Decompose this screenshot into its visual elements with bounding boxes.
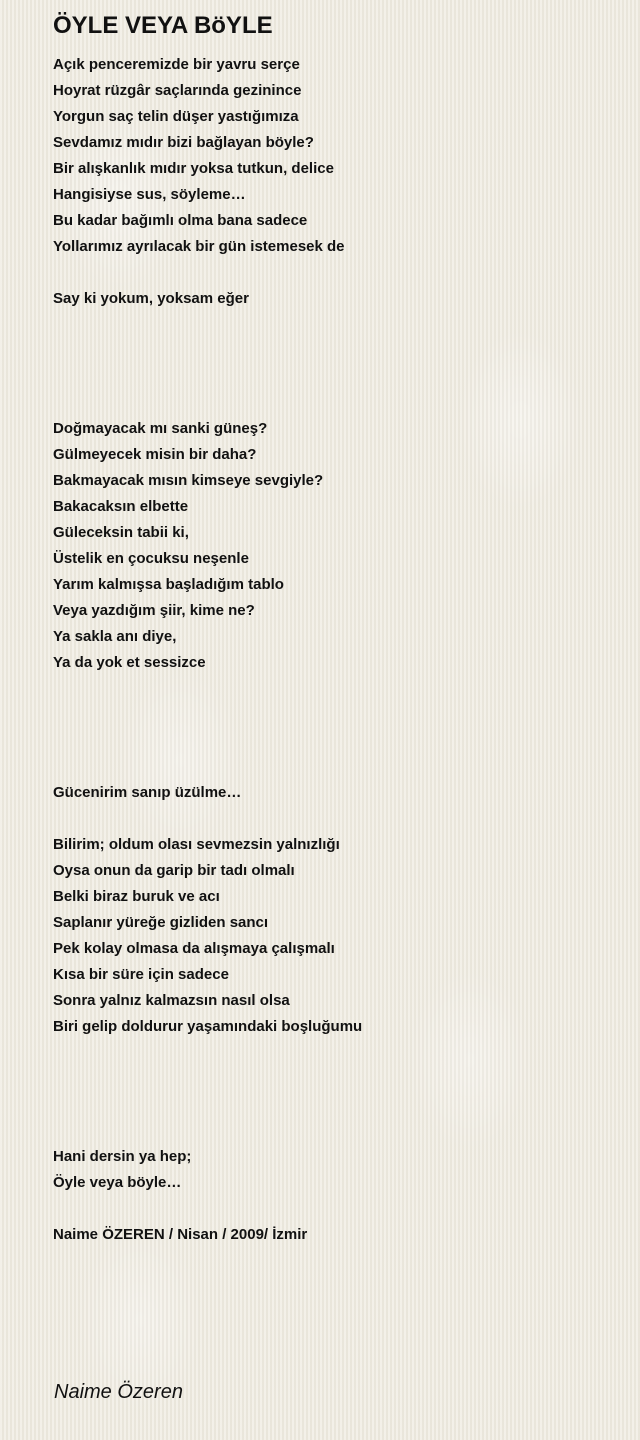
stanza-gap (53, 1040, 613, 1144)
poem-title: ÖYLE VEYA BöYLE (53, 12, 273, 39)
poem-line: Sonra yalnız kalmazsın nasıl olsa (53, 992, 290, 1009)
poem-line: Bakmayacak mısın kimseye sevgiyle? (53, 472, 324, 489)
poem-author-date: Naime ÖZEREN / Nisan / 2009/ İzmir (53, 1226, 308, 1243)
poem-line: Gücenirim sanıp üzülme… (53, 784, 242, 801)
stanza-gap (53, 260, 613, 286)
poem-line: Bakacaksın elbette (53, 498, 189, 515)
poem-line: Saplanır yüreğe gizliden sancı (53, 914, 269, 931)
poem-line: Bilirim; oldum olası sevmezsin yalnızlığı (53, 836, 340, 853)
poem-line: Belki biraz buruk ve acı (53, 888, 220, 905)
stanza-gap (53, 312, 613, 416)
poem-line: Veya yazdığım şiir, kime ne? (53, 602, 255, 619)
poem-line: Hoyrat rüzgâr saçlarında gezinince (53, 82, 302, 99)
poem-line: Bir alışkanlık mıdır yoksa tutkun, delice (53, 160, 334, 177)
poem-line: Ya da yok et sessizce (53, 654, 206, 671)
stanza-gap (53, 1196, 613, 1222)
poem-line: Açık penceremizde bir yavru serçe (53, 56, 300, 73)
poem-line: Sevdamız mıdır bizi bağlayan böyle? (53, 134, 314, 151)
poem-line: Hangisiyse sus, söyleme… (53, 186, 246, 203)
poem-line: Pek kolay olmasa da alışmaya çalışmalı (53, 940, 335, 957)
poem-line: Güleceksin tabii ki, (53, 524, 189, 541)
poem-line: Yorgun saç telin düşer yastığımıza (53, 108, 299, 125)
poem-line: Yollarımız ayrılacak bir gün istemesek de (53, 238, 345, 255)
poem-line: Doğmayacak mı sanki güneş? (53, 420, 268, 437)
poem-line: Ya sakla anı diye, (53, 628, 177, 645)
poem-line: Öyle veya böyle… (53, 1174, 182, 1191)
stanza-gap (53, 676, 613, 780)
poem-body (53, 52, 613, 1248)
poem-line: Say ki yokum, yoksam eğer (53, 290, 249, 307)
poem-line: Oysa onun da garip bir tadı olmalı (53, 862, 295, 879)
poem-line: Gülmeyecek misin bir daha? (53, 446, 257, 463)
author-signature: Naime Özeren (54, 1381, 183, 1403)
stanza-gap (53, 806, 613, 832)
poem-line: Biri gelip doldurur yaşamındaki boşluğumu (53, 1018, 363, 1035)
poem-line: Kısa bir süre için sadece (53, 966, 229, 983)
poem-line: Üstelik en çocuksu neşenle (53, 550, 249, 567)
poem-line: Yarım kalmışsa başladığım tablo (53, 576, 284, 593)
poem-line: Bu kadar bağımlı olma bana sadece (53, 212, 308, 229)
poem-line: Hani dersin ya hep; (53, 1148, 192, 1165)
